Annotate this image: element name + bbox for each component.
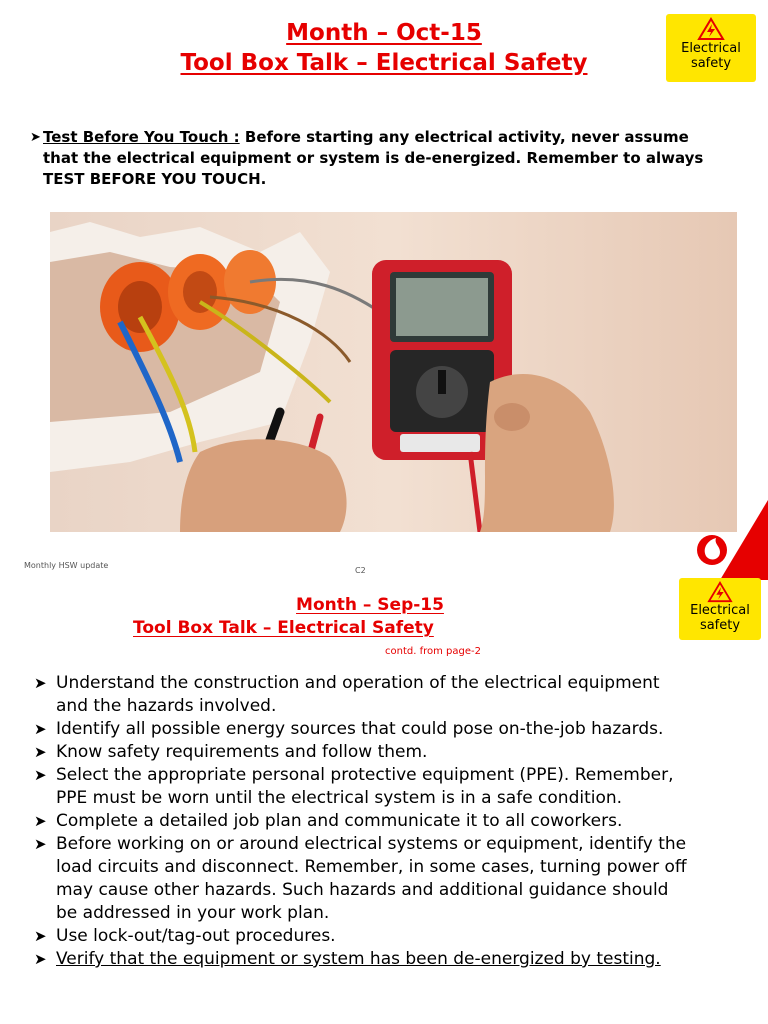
electrical-safety-sign-2 (679, 578, 761, 640)
arrow-icon: ➤ (34, 835, 47, 853)
contd-note: contd. from page-2 (385, 646, 481, 657)
slide2-title-month: Month – Sep-15 (296, 595, 444, 615)
slide1-title-month: Month – Oct-15 (286, 20, 482, 46)
list-item: ➤ Before working on or around electrical systems or equipment, identify the load circuits and disconnect. Remember, in some cases, turning power off may cause other hazards. Such hazards and additional guidance should be addressed in your work plan. (34, 834, 687, 923)
list-item: ➤ Verify that the equipment or system has been de-energized by testing. (34, 949, 661, 969)
list-item: ➤ Know safety requirements and follow them. (34, 742, 428, 762)
sign-label: Electrical safety (681, 41, 741, 71)
list-item: ➤ Select the appropriate personal protective equipment (PPE). Remember, PPE must be worn until the electrical system is in a safe condition. (34, 765, 674, 808)
warning-triangle-icon (707, 581, 733, 603)
footer-center: C2 (355, 566, 366, 575)
safety-bullet-list (32, 672, 692, 971)
intro-paragraph (30, 127, 720, 190)
list-item: ➤ Understand the construction and operation of the electrical equipment and the hazards involved. (34, 673, 660, 716)
list-item: ➤ Use lock-out/tag-out procedures. (34, 926, 336, 946)
slide1-title-topic: Tool Box Talk – Electrical Safety (180, 50, 588, 76)
list-item: ➤ Identify all possible energy sources that could pose on-the-job hazards. (34, 719, 664, 739)
multimeter-testing-photo (50, 212, 737, 532)
vodafone-logo-icon (690, 500, 768, 580)
arrow-icon: ➤ (34, 674, 47, 692)
arrow-icon: ➤ (34, 812, 47, 830)
intro-label: Test Before You Touch : (43, 128, 240, 146)
intro-arrow-icon: ➤ (30, 130, 41, 145)
arrow-icon: ➤ (34, 743, 47, 761)
arrow-icon: ➤ (34, 720, 47, 738)
arrow-icon: ➤ (34, 927, 47, 945)
electrical-safety-sign (666, 14, 756, 82)
arrow-icon: ➤ (34, 766, 47, 784)
sign-label: Electrical safety (690, 603, 750, 633)
arrow-icon: ➤ (34, 950, 47, 968)
warning-triangle-icon (697, 17, 725, 41)
slide2-title-topic: Tool Box Talk – Electrical Safety (133, 618, 434, 638)
intro-text: Before starting any electrical activity, never assume that the electrical equipment or system is de-energized. Remember to always TEST BEFORE YOU TOUCH. (43, 128, 704, 188)
footer-left: Monthly HSW update (24, 561, 109, 570)
list-item: ➤ Complete a detailed job plan and communicate it to all coworkers. (34, 811, 623, 831)
